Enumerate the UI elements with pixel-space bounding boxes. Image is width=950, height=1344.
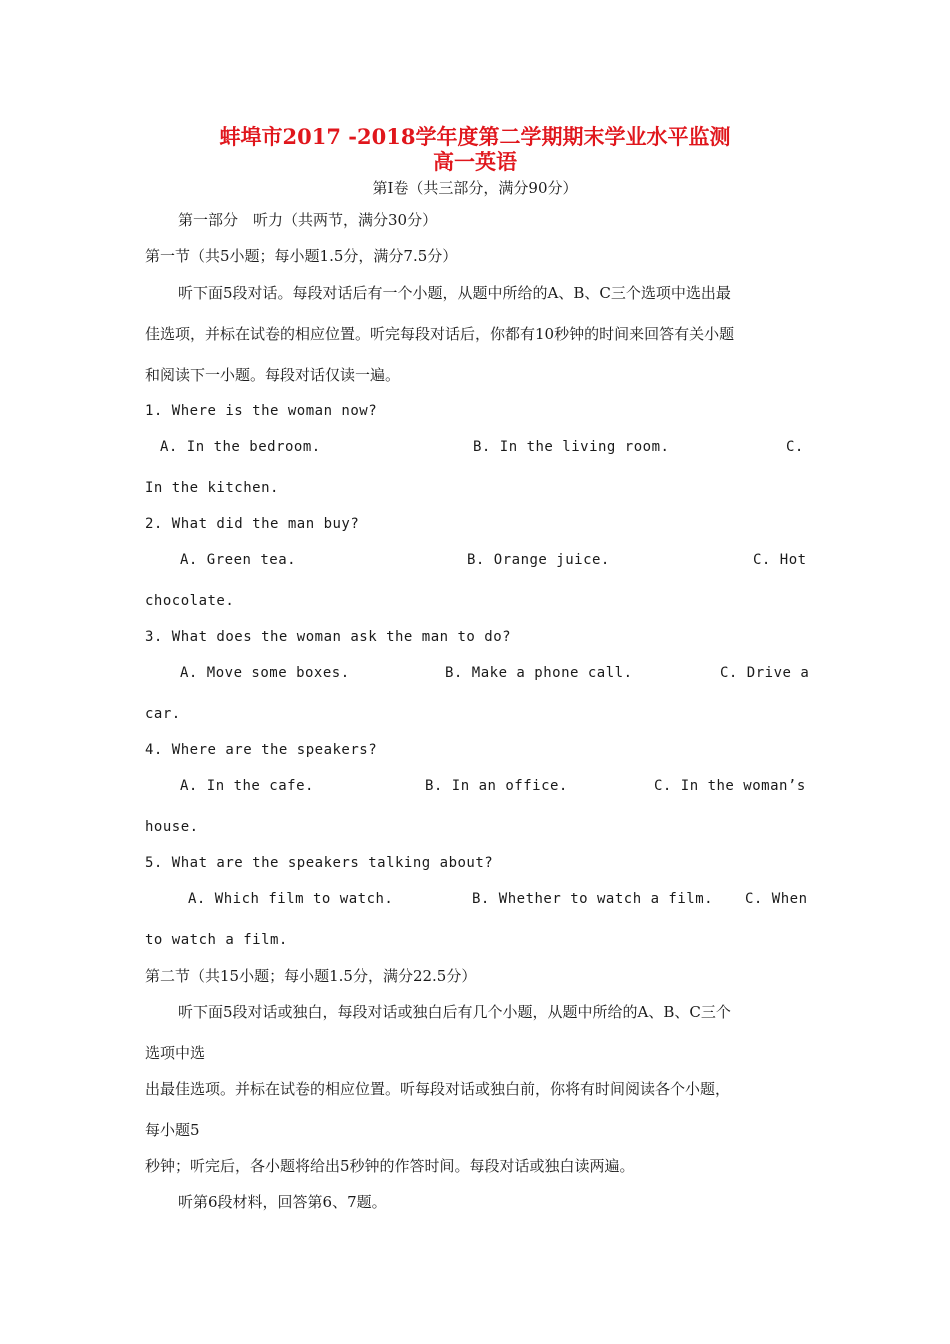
section1-heading: 第一节（共5小题；每小题1.5分，满分7.5分） — [145, 247, 458, 265]
option-c: C. Hot — [753, 552, 807, 568]
option-c-continued: to watch a film. — [145, 932, 288, 948]
option-a: A. In the cafe. — [180, 778, 314, 794]
option-b: B. Orange juice. — [467, 552, 610, 568]
option-c-continued: house. — [145, 819, 199, 835]
option-c-continued: car. — [145, 706, 181, 722]
part1-heading: 第一部分 听力（共两节，满分30分） — [178, 211, 438, 229]
option-b: B. Make a phone call. — [445, 665, 633, 681]
option-c: C. When — [745, 891, 808, 907]
question-stem: 3. What does the woman ask the man to do? — [145, 629, 512, 645]
question-stem: 2. What did the man buy? — [145, 516, 360, 532]
section2-instructions-line: 秒钟；听完后，各小题将给出5秒钟的作答时间。每段对话或独白读两遍。 — [145, 1157, 635, 1175]
material-note: 听第6段材料，回答第6、7题。 — [178, 1193, 387, 1211]
question-stem: 5. What are the speakers talking about? — [145, 855, 494, 871]
option-a: A. Green tea. — [180, 552, 297, 568]
section2-instructions-line: 每小题5 — [145, 1121, 200, 1139]
option-c-continued: chocolate. — [145, 593, 235, 609]
option-b: B. In an office. — [425, 778, 568, 794]
option-a: A. In the bedroom. — [160, 439, 321, 455]
question-stem: 4. Where are the speakers? — [145, 742, 378, 758]
section1-instructions-line: 和阅读下一小题。每段对话仅读一遍。 — [145, 366, 401, 384]
question-stem: 1. Where is the woman now? — [145, 403, 378, 419]
exam-title: 蚌埠市2017 -2018学年度第二学期期末学业水平监测 — [219, 124, 731, 149]
option-c: C. — [786, 439, 804, 455]
option-c-continued: In the kitchen. — [145, 480, 279, 496]
section2-instructions-line: 选项中选 — [145, 1044, 206, 1062]
section1-instructions-line: 听下面5段对话。每段对话后有一个小题，从题中所给的A、B、C三个选项中选出最 — [178, 284, 731, 302]
option-c: C. In the woman’s — [654, 778, 806, 794]
option-a: A. Which film to watch. — [188, 891, 394, 907]
section2-heading: 第二节（共15小题；每小题1.5分，满分22.5分） — [145, 967, 477, 985]
option-b: B. Whether to watch a film. — [472, 891, 714, 907]
section2-instructions-line: 听下面5段对话或独白，每段对话或独白后有几个小题，从题中所给的A、B、C三个 — [178, 1003, 731, 1021]
option-b: B. In the living room. — [473, 439, 670, 455]
option-a: A. Move some boxes. — [180, 665, 350, 681]
exam-subject: 高一英语 — [433, 149, 517, 174]
section2-instructions-line: 出最佳选项。并标在试卷的相应位置。听每段对话或独白前，你将有时间阅读各个小题， — [145, 1080, 731, 1098]
volume-info: 第I卷（共三部分，满分90分） — [372, 179, 578, 197]
section1-instructions-line: 佳选项，并标在试卷的相应位置。听完每段对话后，你都有10秒钟的时间来回答有关小题 — [145, 325, 735, 343]
option-c: C. Drive a — [720, 665, 810, 681]
